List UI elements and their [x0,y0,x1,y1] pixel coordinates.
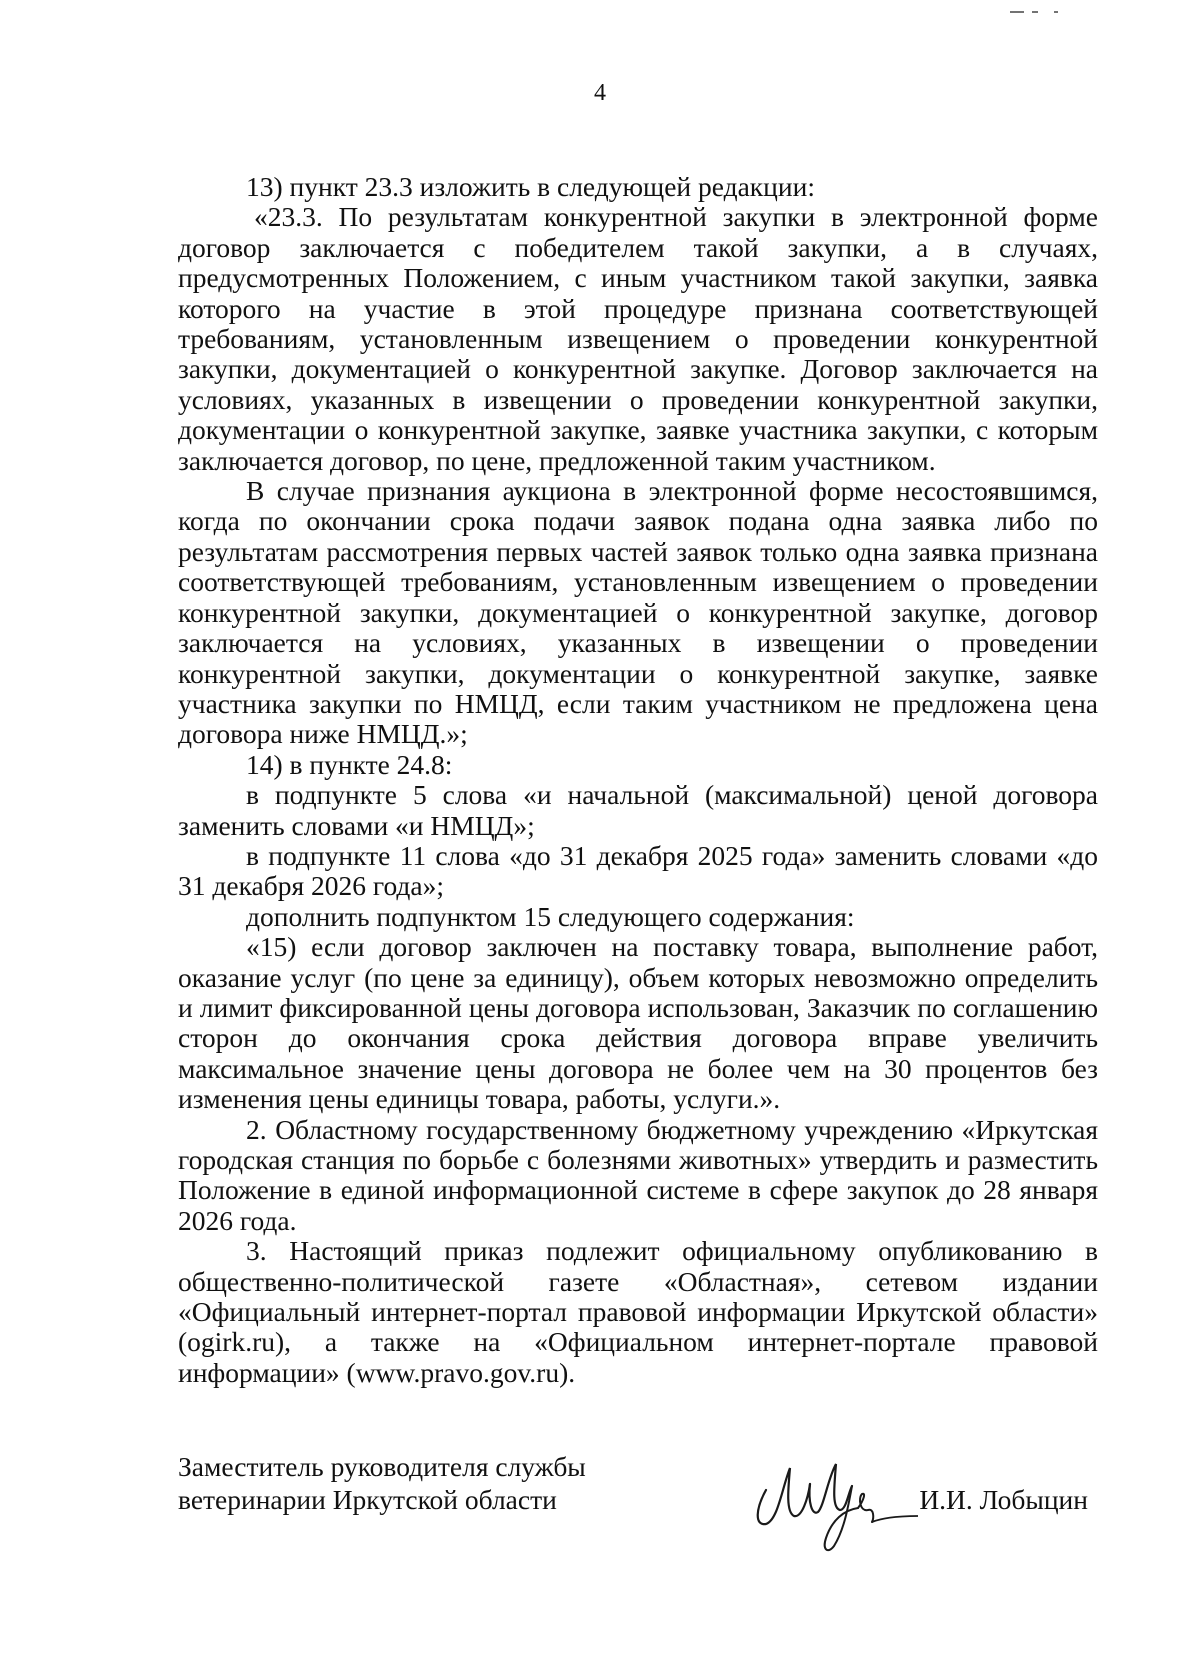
signature-block [178,1450,1098,1600]
paragraph-subitem-5: в подпункте 5 слова «и начальной (максимальной) ценой договора заменить словами «и НМЦД»; [178,779,1098,841]
signer-title-line-1: Заместитель руководителя службы [178,1451,586,1482]
paragraph-subitem-11: в подпункте 11 слова «до 31 декабря 2025 года» заменить словами «до 31 декабря 2026 года»; [178,839,1098,902]
signer-title [178,1450,586,1516]
paragraph-add-subitem: дополнить подпунктом 15 следующего содержания: [246,900,855,932]
page-number: 4 [594,80,606,106]
paragraph-clause-2: 2. Областному государственному бюджетному учреждению «Иркутская городская станция по борьбе с болезнями животных» утвердить и разместить Положение в единой информационной системе в сфере закупок до 28 января 2026 года. [178,1113,1098,1236]
paragraph-clause-3: 3. Настоящий приказ подлежит официальному опубликованию в общественно-политической газете «Областная», сетевом издании «Официальный интернет-портал правовой информации Иркутской области» (ogirk.ru), а также на «Официальном интернет-портале правовой информации» (www.pravo.gov.ru). [178,1235,1098,1388]
handwritten-signature [748,1428,918,1558]
signer-name: И.И. Лобыцин [919,1484,1088,1515]
paragraph-item-14: 14) в пункте 24.8: [246,748,453,780]
signer-title-line-2: ветеринарии Иркутской области [178,1484,557,1515]
paragraph-subitem-15: «15) если договор заключен на поставку товара, выполнение работ, оказание услуг (по цене за единицу), объем которых невозможно определить и лимит фиксированной цены договора использован, Заказчик по соглашению сторон до окончания срока действия договора вправе увеличить максимальное значение цены договора не более чем на 30 процентов без изменения цены единицы товара, работы, услуги.». [178,931,1098,1115]
paragraph-auction-case: В случае признания аукциона в электронной форме несостоявшимся, когда по окончании срока подачи заявок подана одна заявка либо по результатам рассмотрения первых частей заявок только одна заявка признана соответствующей требованиям, установленным извещением о проведении конкурентной закупки, документацией о конкурентной закупке, договор заключается на условиях, указанных в извещении о проведении конкурентной закупки, документации о конкурентной закупке, заявке участника закупки по НМЦД, если таким участником не предложена цена договора ниже НМЦД.»; [178,475,1098,750]
document-body [178,172,1098,1388]
scan-artifact-mark [1010,10,1070,14]
paragraph-item-13: 13) пункт 23.3 изложить в следующей редакции: [246,171,815,202]
paragraph-quote-23-3: «23.3. По результатам конкурентной закупки в электронной форме договор заключается с победителем такой закупки, а в случаях, предусмотренных Положением, с иным участником такой закупки, заявка которого на участие в этой процедуре признана соответствующей требованиям, установленным извещением о проведении конкурентной закупки, документацией о конкурентной закупке. Договор заключается на условиях, указанных в извещении о проведении конкурентной закупки, документации о конкурентной закупке, заявке участника закупки, с которым заключается договор, по цене, предложенной таким участником. [178,201,1098,476]
